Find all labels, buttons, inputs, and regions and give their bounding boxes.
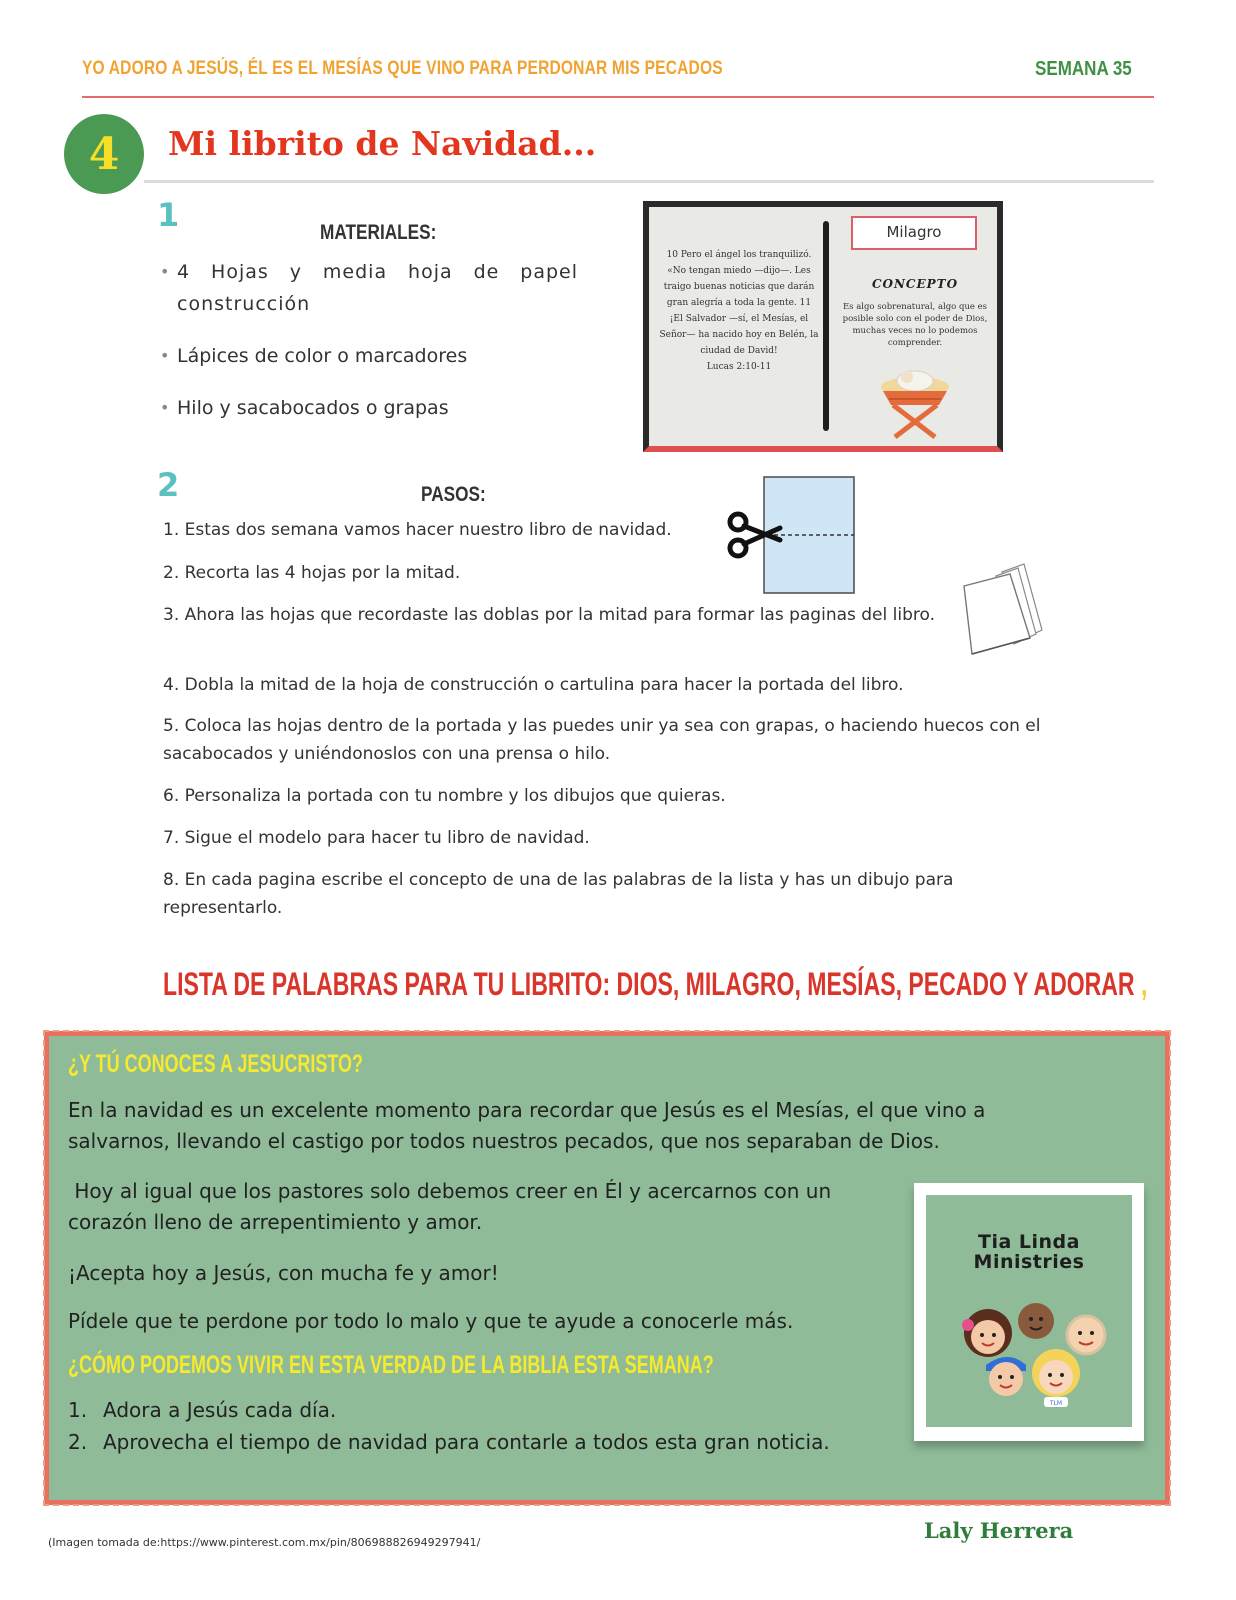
- scissors-cut-sheet-icon: [726, 476, 858, 594]
- example-book-page: [643, 201, 1003, 452]
- step-item: 8. En cada pagina escribe el concepto de una de las palabras de la lista y has un dibujo para representarlo.: [163, 870, 954, 918]
- know-jesus-paragraph: Hoy al igual que los pastores solo debemos creer en Él y acercarnos con un corazón lleno de arrepentimiento y amor.: [68, 1179, 838, 1234]
- know-jesus-paragraph: Pídele que te perdone por todo lo malo y que te ayude a conocerle más.: [68, 1309, 794, 1333]
- know-jesus-paragraph: ¡Acepta hoy a Jesús, con mucha fe y amor!: [68, 1261, 499, 1285]
- section-title: Mi librito de Navidad...: [168, 124, 597, 163]
- card-word-label: Milagro: [851, 216, 977, 250]
- step-item: 7. Sigue el modelo para hacer tu libro de navidad.: [163, 828, 590, 848]
- word-list-title: [163, 966, 1147, 1003]
- logo-line2: Ministries: [973, 1251, 1085, 1273]
- list-item-number: 2.: [68, 1430, 88, 1454]
- word-list-text: LISTA DE PALABRAS PARA TU LIBRITO: DIOS, MILAGRO, MESÍAS, PECADO Y ADORAR: [163, 966, 1135, 1002]
- know-jesus-heading: ¿Y TÚ CONOCES A JESUCRISTO?: [68, 1050, 364, 1078]
- materials-list: [160, 256, 578, 444]
- list-item-text: Adora a Jesús cada día.: [103, 1398, 337, 1422]
- word-list-trailing-comma: ,: [1134, 966, 1148, 1002]
- section-number-badge: 4: [64, 114, 144, 194]
- steps-step-number: 2: [157, 466, 180, 504]
- list-item-text: Aprovecha el tiempo de navidad para contarle a todos esta gran noticia.: [103, 1430, 830, 1454]
- materials-item: • 4 Hojas y media hoja de papel construcción: [160, 256, 578, 320]
- manger-icon: [875, 357, 955, 439]
- live-truth-heading: ¿CÓMO PODEMOS VIVIR EN ESTA VERDAD DE LA BIBLIA ESTA SEMANA?: [68, 1351, 714, 1379]
- folded-pages-icon: [962, 560, 1046, 660]
- title-divider: [144, 180, 1154, 183]
- materials-item: • Lápices de color o marcadores: [160, 340, 578, 372]
- step-item: 4. Dobla la mitad de la hoja de construcción o cartulina para hacer la portada del libro.: [163, 675, 904, 695]
- steps-heading: PASOS:: [421, 483, 486, 506]
- step-item: 1. Estas dos semana vamos hacer nuestro libro de navidad.: [163, 520, 672, 540]
- card-verse: [659, 247, 819, 375]
- card-verse-text: 10 Pero el ángel los tranquilizó. «No tengan miedo —dijo—. Les traigo buenas noticias que darán gran alegría a toda la gente. 11 ¡El Salvador —sí, el Mesías, el Señor— ha nacido hoy en Belén, la ciudad de David!: [659, 250, 819, 356]
- step-item: 5. Coloca las hojas dentro de la portada y las puedes unir ya sea con grapas, o haciendo huecos con el sacabocados y uniéndonoslos con una prensa o hilo.: [163, 716, 1041, 764]
- logo-line1: Tia Linda: [978, 1231, 1080, 1253]
- logo-badge-text: TLM: [1049, 1400, 1063, 1407]
- book-spine: [823, 221, 829, 431]
- author-signature: Laly Herrera: [924, 1518, 1074, 1543]
- header-divider: [82, 96, 1154, 98]
- image-credit: (Imagen tomada de:https://www.pinterest.com.mx/pin/806988826949297941/: [48, 1536, 481, 1549]
- ministry-logo-card: [914, 1183, 1144, 1441]
- list-item: [68, 1394, 830, 1426]
- step-item: 6. Personaliza la portada con tu nombre y los dibujos que quieras.: [163, 786, 726, 806]
- kids-group-icon: [946, 1299, 1116, 1409]
- materials-heading: MATERIALES:: [320, 221, 437, 244]
- materials-item: • Hilo y sacabocados o grapas: [160, 392, 578, 424]
- list-item: [68, 1426, 830, 1458]
- list-item-number: 1.: [68, 1398, 88, 1422]
- step-item: 3. Ahora las hojas que recordaste las doblas por la mitad para formar las paginas del libro.: [163, 605, 936, 625]
- card-verse-reference: Lucas 2:10-11: [706, 362, 772, 372]
- card-concept-heading: CONCEPTO: [871, 277, 959, 291]
- step-item: 2. Recorta las 4 hojas por la mitad.: [163, 563, 461, 583]
- week-label: SEMANA 35: [1035, 58, 1132, 80]
- page-theme-header: YO ADORO A JESÚS, ÉL ES EL MESÍAS QUE VINO PARA PERDONAR MIS PECADOS: [82, 58, 723, 79]
- live-truth-list: [68, 1394, 830, 1458]
- card-concept-text: Es algo sobrenatural, algo que es posible solo con el poder de Dios, muchas veces no lo podemos comprender.: [842, 302, 988, 348]
- materials-step-number: 1: [157, 196, 180, 234]
- logo-text: [926, 1232, 1132, 1272]
- know-jesus-paragraph: En la navidad es un excelente momento para recordar que Jesús es el Mesías, el que vino a salvarnos, llevando el castigo por todos nuestros pecados, que nos separaban de Dios.: [68, 1098, 986, 1153]
